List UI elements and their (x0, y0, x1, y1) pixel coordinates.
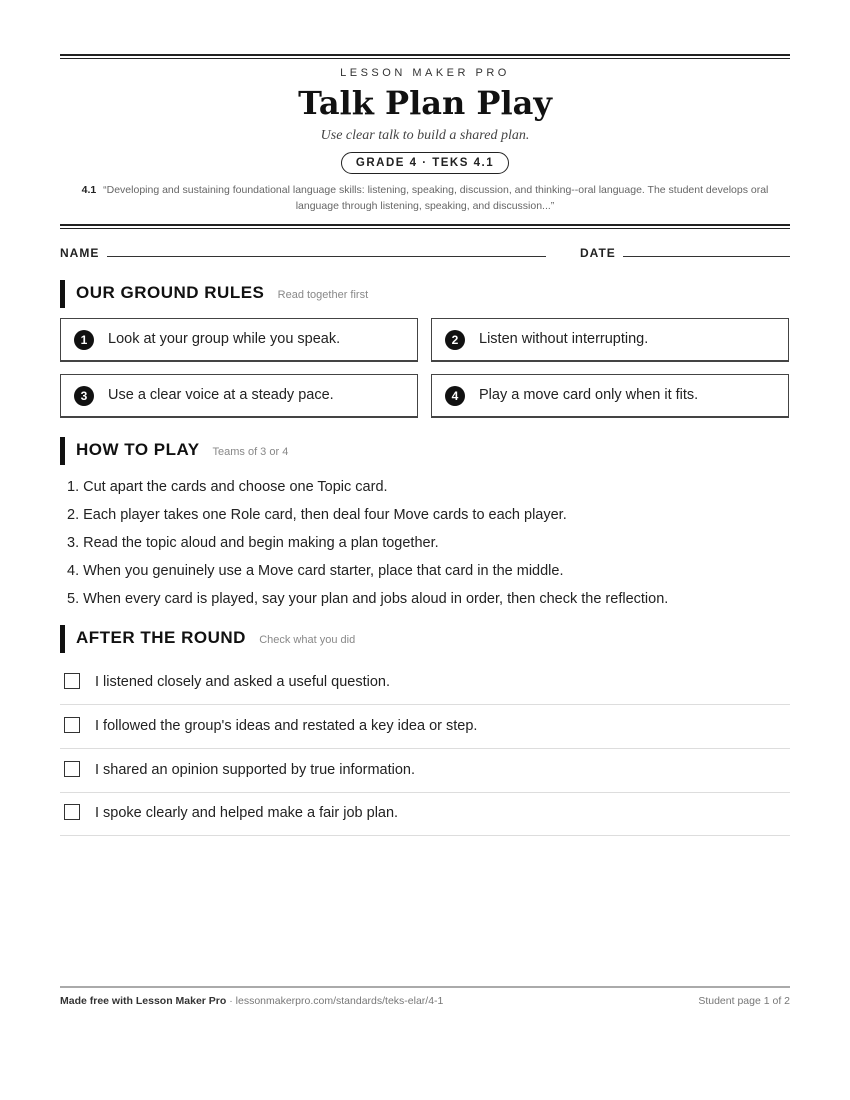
ground-rule-card (60, 318, 418, 362)
section-accent-bar (60, 280, 65, 308)
standard-description (60, 182, 790, 214)
reflection-text: I spoke clearly and helped make a fair job plan. (95, 805, 399, 821)
rule-text: Listen without interrupting. (479, 331, 649, 347)
ground-rules-heading-group (76, 283, 368, 303)
after-round-section-heading (60, 625, 790, 653)
reflection-item (60, 705, 790, 749)
step-item: 3. Read the topic aloud and begin making a plan together. (67, 535, 439, 551)
ground-rule-card (431, 318, 789, 362)
reflection-checkbox[interactable] (64, 761, 80, 777)
rule-number-badge: 1 (74, 330, 94, 350)
standard-text: “Developing and sustaining foundational language skills: listening, speaking, discussion, and thinking--oral language. The student develops oral language through listening, speaking, and discussion...” (103, 184, 769, 212)
section-accent-bar (60, 437, 65, 465)
footer-url[interactable]: · lessonmakerpro.com/standards/teks-elar/4-1 (226, 995, 444, 1007)
step-item: 1. Cut apart the cards and choose one Topic card. (67, 479, 388, 495)
reflection-checkbox[interactable] (64, 673, 80, 689)
step-item: 2. Each player takes one Role card, then deal four Move cards to each player. (67, 507, 567, 523)
how-to-play-heading: HOW TO PLAY (76, 440, 200, 459)
grade-badge: GRADE 4 · TEKS 4.1 (341, 152, 509, 174)
header-bottom-rule (60, 224, 790, 229)
after-round-heading-group (76, 628, 355, 648)
footer-rule (60, 986, 790, 988)
name-label: NAME (60, 246, 100, 260)
how-to-play-heading-group (76, 440, 288, 460)
name-field[interactable] (107, 256, 546, 257)
step-item: 4. When you genuinely use a Move card starter, place that card in the middle. (67, 563, 564, 579)
date-field[interactable] (623, 256, 790, 257)
rule-number-badge: 4 (445, 386, 465, 406)
steps-list (67, 473, 787, 613)
reflection-text: I followed the group's ideas and restated a key idea or step. (95, 718, 478, 734)
reflection-text: I shared an opinion supported by true information. (95, 762, 416, 778)
brand-name: LESSON MAKER PRO (340, 67, 510, 79)
footer-credit (60, 995, 443, 1007)
standard-number: 4.1 (81, 184, 97, 196)
page-title: Talk Plan Play (298, 84, 552, 122)
step-item: 5. When every card is played, say your plan and jobs aloud in order, then check the reflection. (67, 591, 669, 607)
footer-made-with: Made free with Lesson Maker Pro (60, 995, 227, 1007)
section-accent-bar (60, 625, 65, 653)
rule-text: Use a clear voice at a steady pace. (108, 387, 334, 403)
rule-number-badge: 2 (445, 330, 465, 350)
page-subtitle: Use clear talk to build a shared plan. (320, 128, 530, 143)
reflection-item (60, 661, 790, 705)
how-to-play-section-heading (60, 437, 790, 465)
ground-rules-heading: OUR GROUND RULES (76, 283, 265, 302)
after-round-heading: AFTER THE ROUND (76, 628, 246, 647)
reflection-item (60, 792, 790, 836)
ground-rule-card (431, 374, 789, 418)
after-round-note: Check what you did (259, 634, 356, 646)
header-top-rule (60, 54, 790, 59)
how-to-play-note: Teams of 3 or 4 (212, 446, 289, 458)
rule-text: Play a move card only when it fits. (479, 387, 699, 403)
ground-rules-section-heading (60, 280, 790, 308)
rule-text: Look at your group while you speak. (108, 331, 341, 347)
ground-rules-note: Read together first (277, 289, 369, 301)
date-label: DATE (580, 246, 616, 260)
rule-number-badge: 3 (74, 386, 94, 406)
footer-page-number: Student page 1 of 2 (698, 995, 790, 1007)
ground-rule-card (60, 374, 418, 418)
reflection-checkbox[interactable] (64, 804, 80, 820)
reflection-item (60, 749, 790, 793)
reflection-text: I listened closely and asked a useful question. (95, 674, 391, 690)
grade-pill-wrap (60, 152, 790, 174)
reflection-checkbox[interactable] (64, 717, 80, 733)
